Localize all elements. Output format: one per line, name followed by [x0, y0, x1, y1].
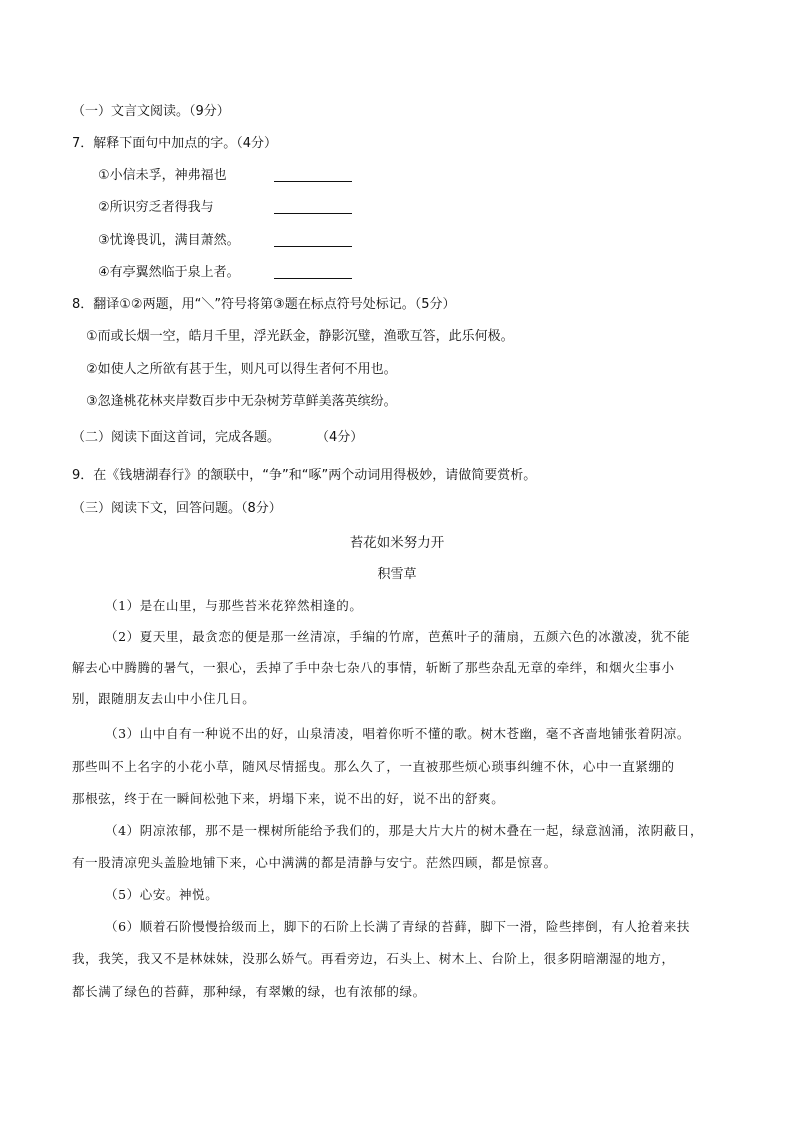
q7-item-1: ①小信未孚，神弗福也: [98, 168, 227, 183]
section-2-score: （4分）: [316, 430, 364, 445]
q7-item-2: ②所识穷乏者得我与: [98, 200, 214, 215]
section-1-title: （一）文言文阅读。（9分）: [72, 104, 230, 119]
article-line: 我，我笑，我又不是林妹妹，没那么娇气。再看旁边，石头上、树木上、台阶上，很多阴暗潮湿的地方，: [72, 951, 675, 966]
question-8-title: 8．翻译①②两题，用“＼”符号将第③题在标点符号处标记。（5分）: [72, 297, 456, 312]
article-line: 别，跟随朋友去山中小住几日。: [72, 691, 256, 706]
section-3-title: （三）阅读下文，回答问题。（8分）: [72, 501, 282, 516]
article-line: （1）是在山里，与那些苔米花猝然相逢的。: [105, 598, 363, 613]
article-line: （4）阴凉浓郁，那不是一棵树所能给予我们的，那是大片大片的树木叠在一起，绿意汹涌，浓阴蔽日，: [105, 823, 704, 838]
q7-item-4: ④有亭翼然临于泉上者。: [98, 265, 240, 280]
article-title: 苔花如米努力开: [349, 535, 445, 551]
q8-item-3: ③忽逢桃花林夹岸数百步中无杂树芳草鲜美落英缤纷。: [86, 394, 397, 409]
q8-item-2: ②如使人之所欲有甚于生，则凡可以得生者何不用也。: [86, 362, 397, 377]
q7-item-3: ③忧谗畏讥，满目萧然。: [98, 233, 240, 248]
article-line: （6）顺着石阶慢慢拾级而上，脚下的石阶上长满了青绿的苔藓，脚下一滑，险些摔倒，有人抢着来扶: [105, 919, 690, 934]
article-line: （3）山中自有一种说不出的好，山泉清凌，唱着你听不懂的歌。树木苍幽，毫不吝啬地铺张着阴凉。: [105, 726, 690, 741]
article-author: 积雪草: [377, 567, 417, 582]
article-line: 那些叫不上名字的小花小草，随风尽情摇曳。那么久了，一直被那些烦心琐事纠缠不休，心中一直紧绷的: [72, 759, 675, 774]
q8-item-1: ①而或长烟一空，皓月千里，浮光跃金，静影沉璧，渔歌互答，此乐何极。: [86, 329, 514, 344]
answer-blank-3[interactable]: [274, 246, 352, 247]
article-line: （5）心安。神悦。: [105, 887, 219, 902]
article-line: 解去心中腾腾的暑气，一狠心，丢掉了手中杂七杂八的事情，斩断了那些杂乱无章的牵绊，和烟火尘事小: [72, 660, 675, 675]
article-line: 有一股清凉兜头盖脸地铺下来，心中满满的都是清静与安宁。茫然四顾，都是惊喜。: [72, 855, 557, 870]
question-7-title: 7．解释下面句中加点的字。（4分）: [72, 136, 278, 151]
answer-blank-4[interactable]: [274, 278, 352, 279]
article-line: 那根弦，终于在一瞬间松弛下来，坍塌下来，说不出的好，说不出的舒爽。: [72, 791, 505, 806]
answer-blank-1[interactable]: [274, 181, 352, 182]
answer-blank-2[interactable]: [274, 213, 352, 214]
article-line: （2）夏天里，最贪恋的便是那一丝清凉，手编的竹席，芭蕉叶子的蒲扇，五颜六色的冰激凌，犹不能: [105, 629, 690, 644]
section-2-title: （二）阅读下面这首词，完成各题。: [72, 430, 281, 445]
article-line: 都长满了绿色的苔藓，那种绿，有翠嫩的绿，也有浓郁的绿。: [72, 984, 426, 999]
question-9-title: 9．在《钱塘湖春行》的颔联中，“争”和“啄”两个动词用得极妙，请做简要赏析。: [72, 468, 537, 483]
